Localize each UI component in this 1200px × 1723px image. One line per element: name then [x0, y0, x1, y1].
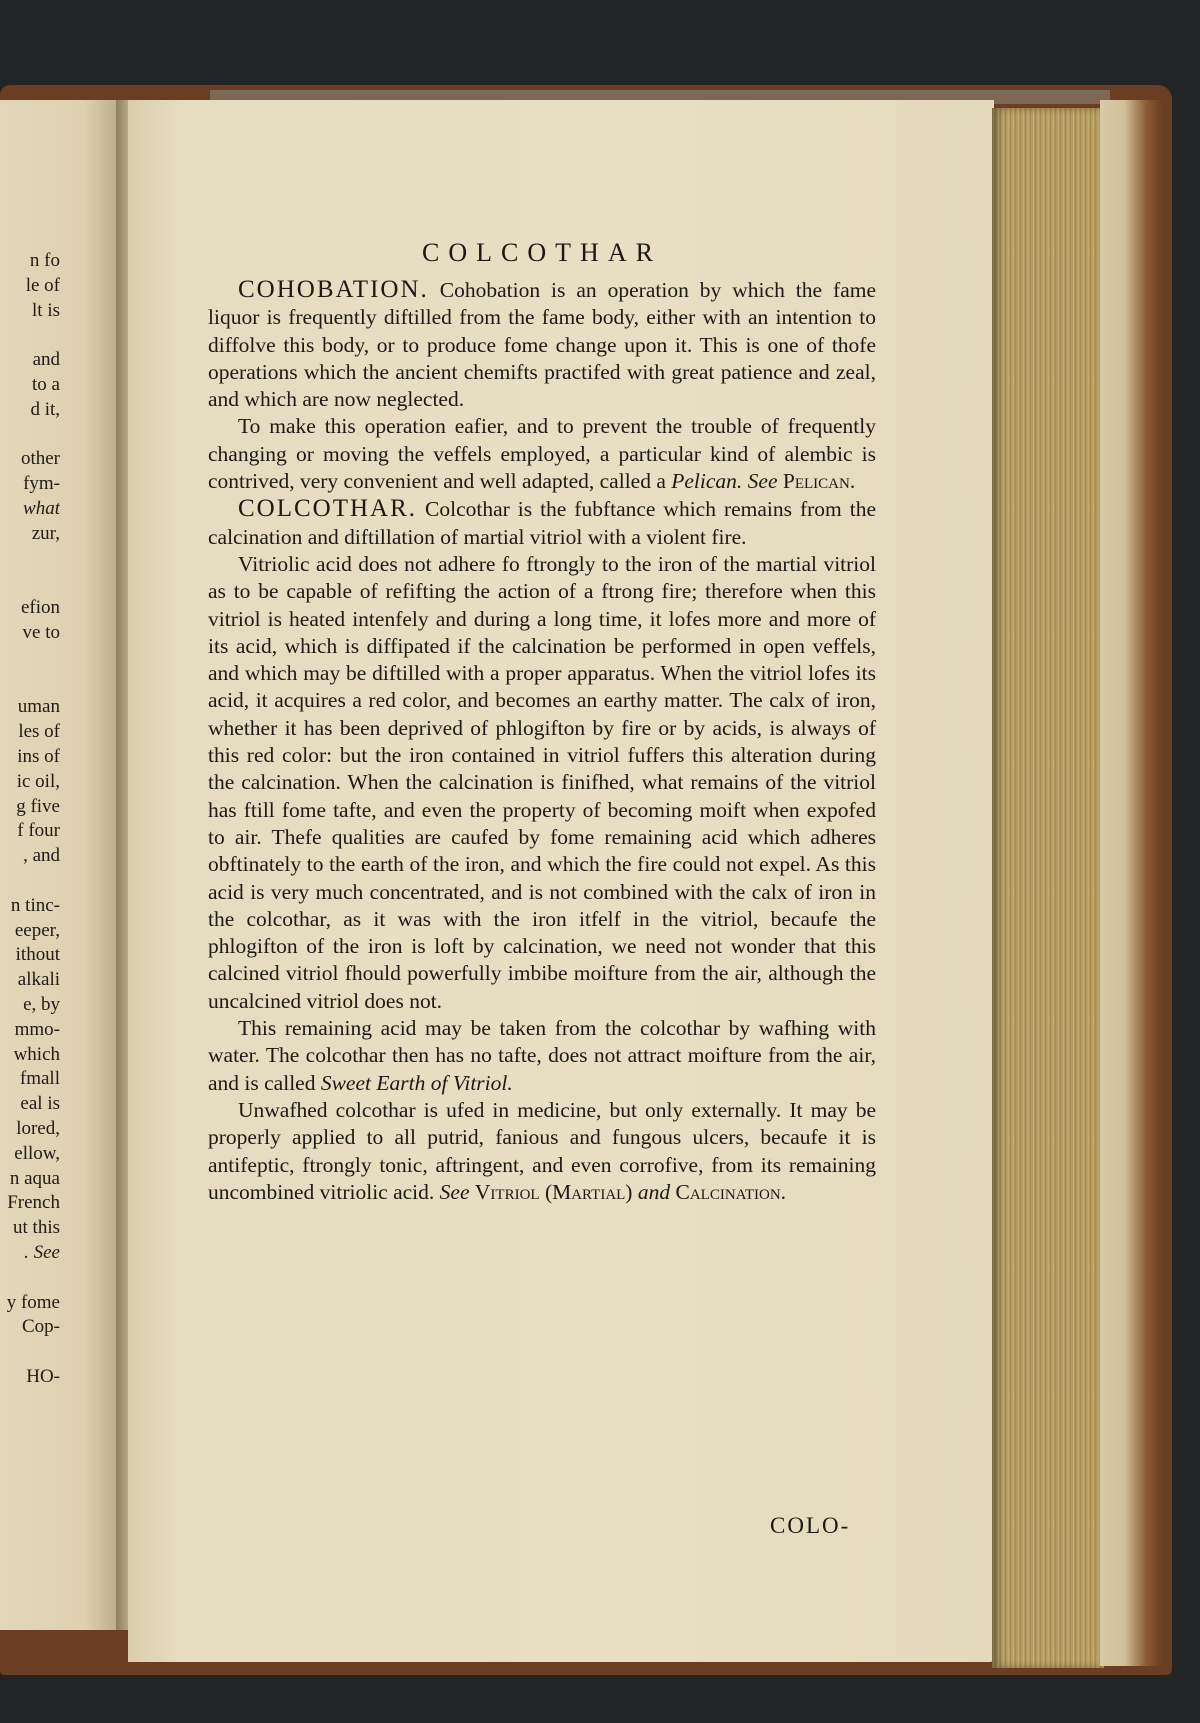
- sweet-earth-term: Sweet Earth of Vitriol.: [320, 1070, 513, 1095]
- left-page-line: y fome: [6, 1291, 60, 1313]
- left-page-line: ut this: [13, 1217, 60, 1239]
- running-head: COLCOTHAR: [422, 238, 662, 267]
- left-page-line: e, by: [23, 994, 60, 1015]
- left-page-line: f four: [17, 820, 60, 842]
- cross-reference-pelican: Pelican.: [782, 469, 856, 494]
- colcothar-paragraph-4: [208, 1097, 876, 1206]
- left-page-line: n aqua: [9, 1167, 60, 1189]
- and-label: and: [637, 1179, 671, 1204]
- page-edges: [992, 108, 1104, 1668]
- entry-head-cohobation: COHOBATION.: [238, 276, 429, 303]
- left-page-line: n tinc-: [10, 894, 60, 916]
- left-page-line: ins of: [17, 746, 60, 767]
- left-page-line: to a: [32, 374, 60, 395]
- entry-cohobation: [208, 276, 876, 413]
- pelican-term: Pelican.: [671, 469, 743, 494]
- colcothar-paragraph-3: [208, 1015, 876, 1097]
- left-page-line: alkali: [17, 969, 60, 991]
- cohobation-paragraph-2-text: To make this operation eafier, and to prevent the trouble of frequently changing or moving the veffels employed, a particular kind of alembic is contrived, very convenient and well adapted, called a: [208, 414, 876, 494]
- colcothar-paragraph-4-text: Unwafhed colcothar is ufed in medicine, but only externally. It may be properly applied to all putrid, fanious and fungous ulcers, becaufe it is antifeptic, ftrongly tonic, aftringent, and even corrofive, from its remaining uncombined vitriolic acid.: [208, 1097, 876, 1204]
- left-page-line: and: [32, 349, 60, 371]
- catchword: COLO-: [770, 1513, 851, 1538]
- left-page-line: ellow,: [14, 1142, 60, 1164]
- left-page-line: eeper,: [14, 919, 60, 941]
- left-page-line: mmo-: [14, 1018, 60, 1040]
- left-page-line: . See: [24, 1242, 60, 1263]
- left-page-line: n fo: [29, 250, 60, 271]
- left-page-line: uman: [17, 696, 60, 718]
- left-page-line: ithout: [15, 944, 60, 966]
- left-page-line: les of: [18, 721, 60, 743]
- colcothar-paragraph-2: Vitriolic acid does not adhere fo ftrongly to the iron of the martial vitriol as to be capable of refifting the action of a ftrong fire; therefore when this vitriol is heated intenfely and during a long time, it lofes more and more of its acid, which is diffipated if the calcination be performed in open veffels, and which may be diftilled with a proper apparatus. When the vitriol lofes its acid, it acquires a red color, and becomes an earthy matter. The calx of iron, whether it has been deprived of phlogifton by fire or by acids, is always of this red color: but the iron contained in vitriol fuffers this alteration during the calcination. When the calcination is finifhed, what remains of the vitriol has ftill fome tafte, and even the property of becoming moift when expofed to air. Thefe qualities are caufed by fome remaining acid which adheres obftinately to the earth of the iron, and which the fire could not expel. As this acid is very much concentrated, and is not combined with the calx of iron in the colcothar, as it was with the iron itfelf in the vitriol, becaufe the phlogifton of the iron is loft by calcination, we need not wonder that this calcined vitriol fhould powerfully imbibe moifture from the air, although the uncalcined vitriol does not.: [208, 551, 876, 1013]
- left-page-line: efion: [20, 597, 60, 619]
- left-page-line: fym-: [23, 473, 60, 495]
- colcothar-paragraph-1: Colcothar is the fubftance which remains from the calcination and diftillation of martial vitriol with a violent fire.: [208, 497, 876, 549]
- left-page-line: HO-: [26, 1366, 60, 1387]
- cross-reference-vitriol: Vitriol (Martial): [474, 1179, 633, 1204]
- see-label: See: [747, 469, 778, 494]
- left-page-line: lt is: [32, 299, 60, 321]
- cross-reference-calcination: Calcination.: [675, 1179, 787, 1204]
- left-page-line: zur,: [31, 522, 60, 544]
- left-page-line: which: [13, 1043, 60, 1065]
- left-page-line: ic oil,: [16, 770, 60, 792]
- left-page-line: Cop-: [22, 1316, 60, 1338]
- colcothar-paragraph-3-text: This remaining acid may be taken from the colcothar by wafhing with water. The colcothar then has no tafte, does not attract moifture from the air, and is called: [208, 1016, 876, 1095]
- entry-head-colcothar: COLCOTHAR.: [238, 495, 418, 523]
- left-page-line: g five: [16, 795, 60, 817]
- left-page: [0, 100, 120, 1630]
- cohobation-paragraph-1: Cohobation is an operation by which the fame liquor is frequently diftilled from the fame body, either with an intention to diffolve this body, or to produce fome change upon it. This is one of thofe operations which the ancient chemifts practifed with great patience and zeal, and which are now neglected.: [208, 278, 877, 412]
- left-page-line: d it,: [30, 398, 60, 420]
- cohobation-paragraph-2: [208, 413, 876, 495]
- page-text: [208, 276, 876, 1206]
- cover-edge: [1100, 100, 1162, 1666]
- left-page-line: le of: [25, 274, 60, 296]
- left-page-line: fmall: [19, 1068, 60, 1090]
- left-page-line: what: [23, 498, 60, 519]
- left-page-line: eal is: [20, 1093, 60, 1115]
- left-page-line: other: [20, 448, 60, 470]
- see-label: See: [439, 1179, 470, 1204]
- left-page-line: , and: [23, 845, 60, 867]
- left-page-line: French: [7, 1192, 60, 1214]
- left-page-line: lored,: [16, 1118, 60, 1139]
- entry-colcothar: [208, 495, 876, 551]
- left-page-line: ve to: [22, 622, 60, 643]
